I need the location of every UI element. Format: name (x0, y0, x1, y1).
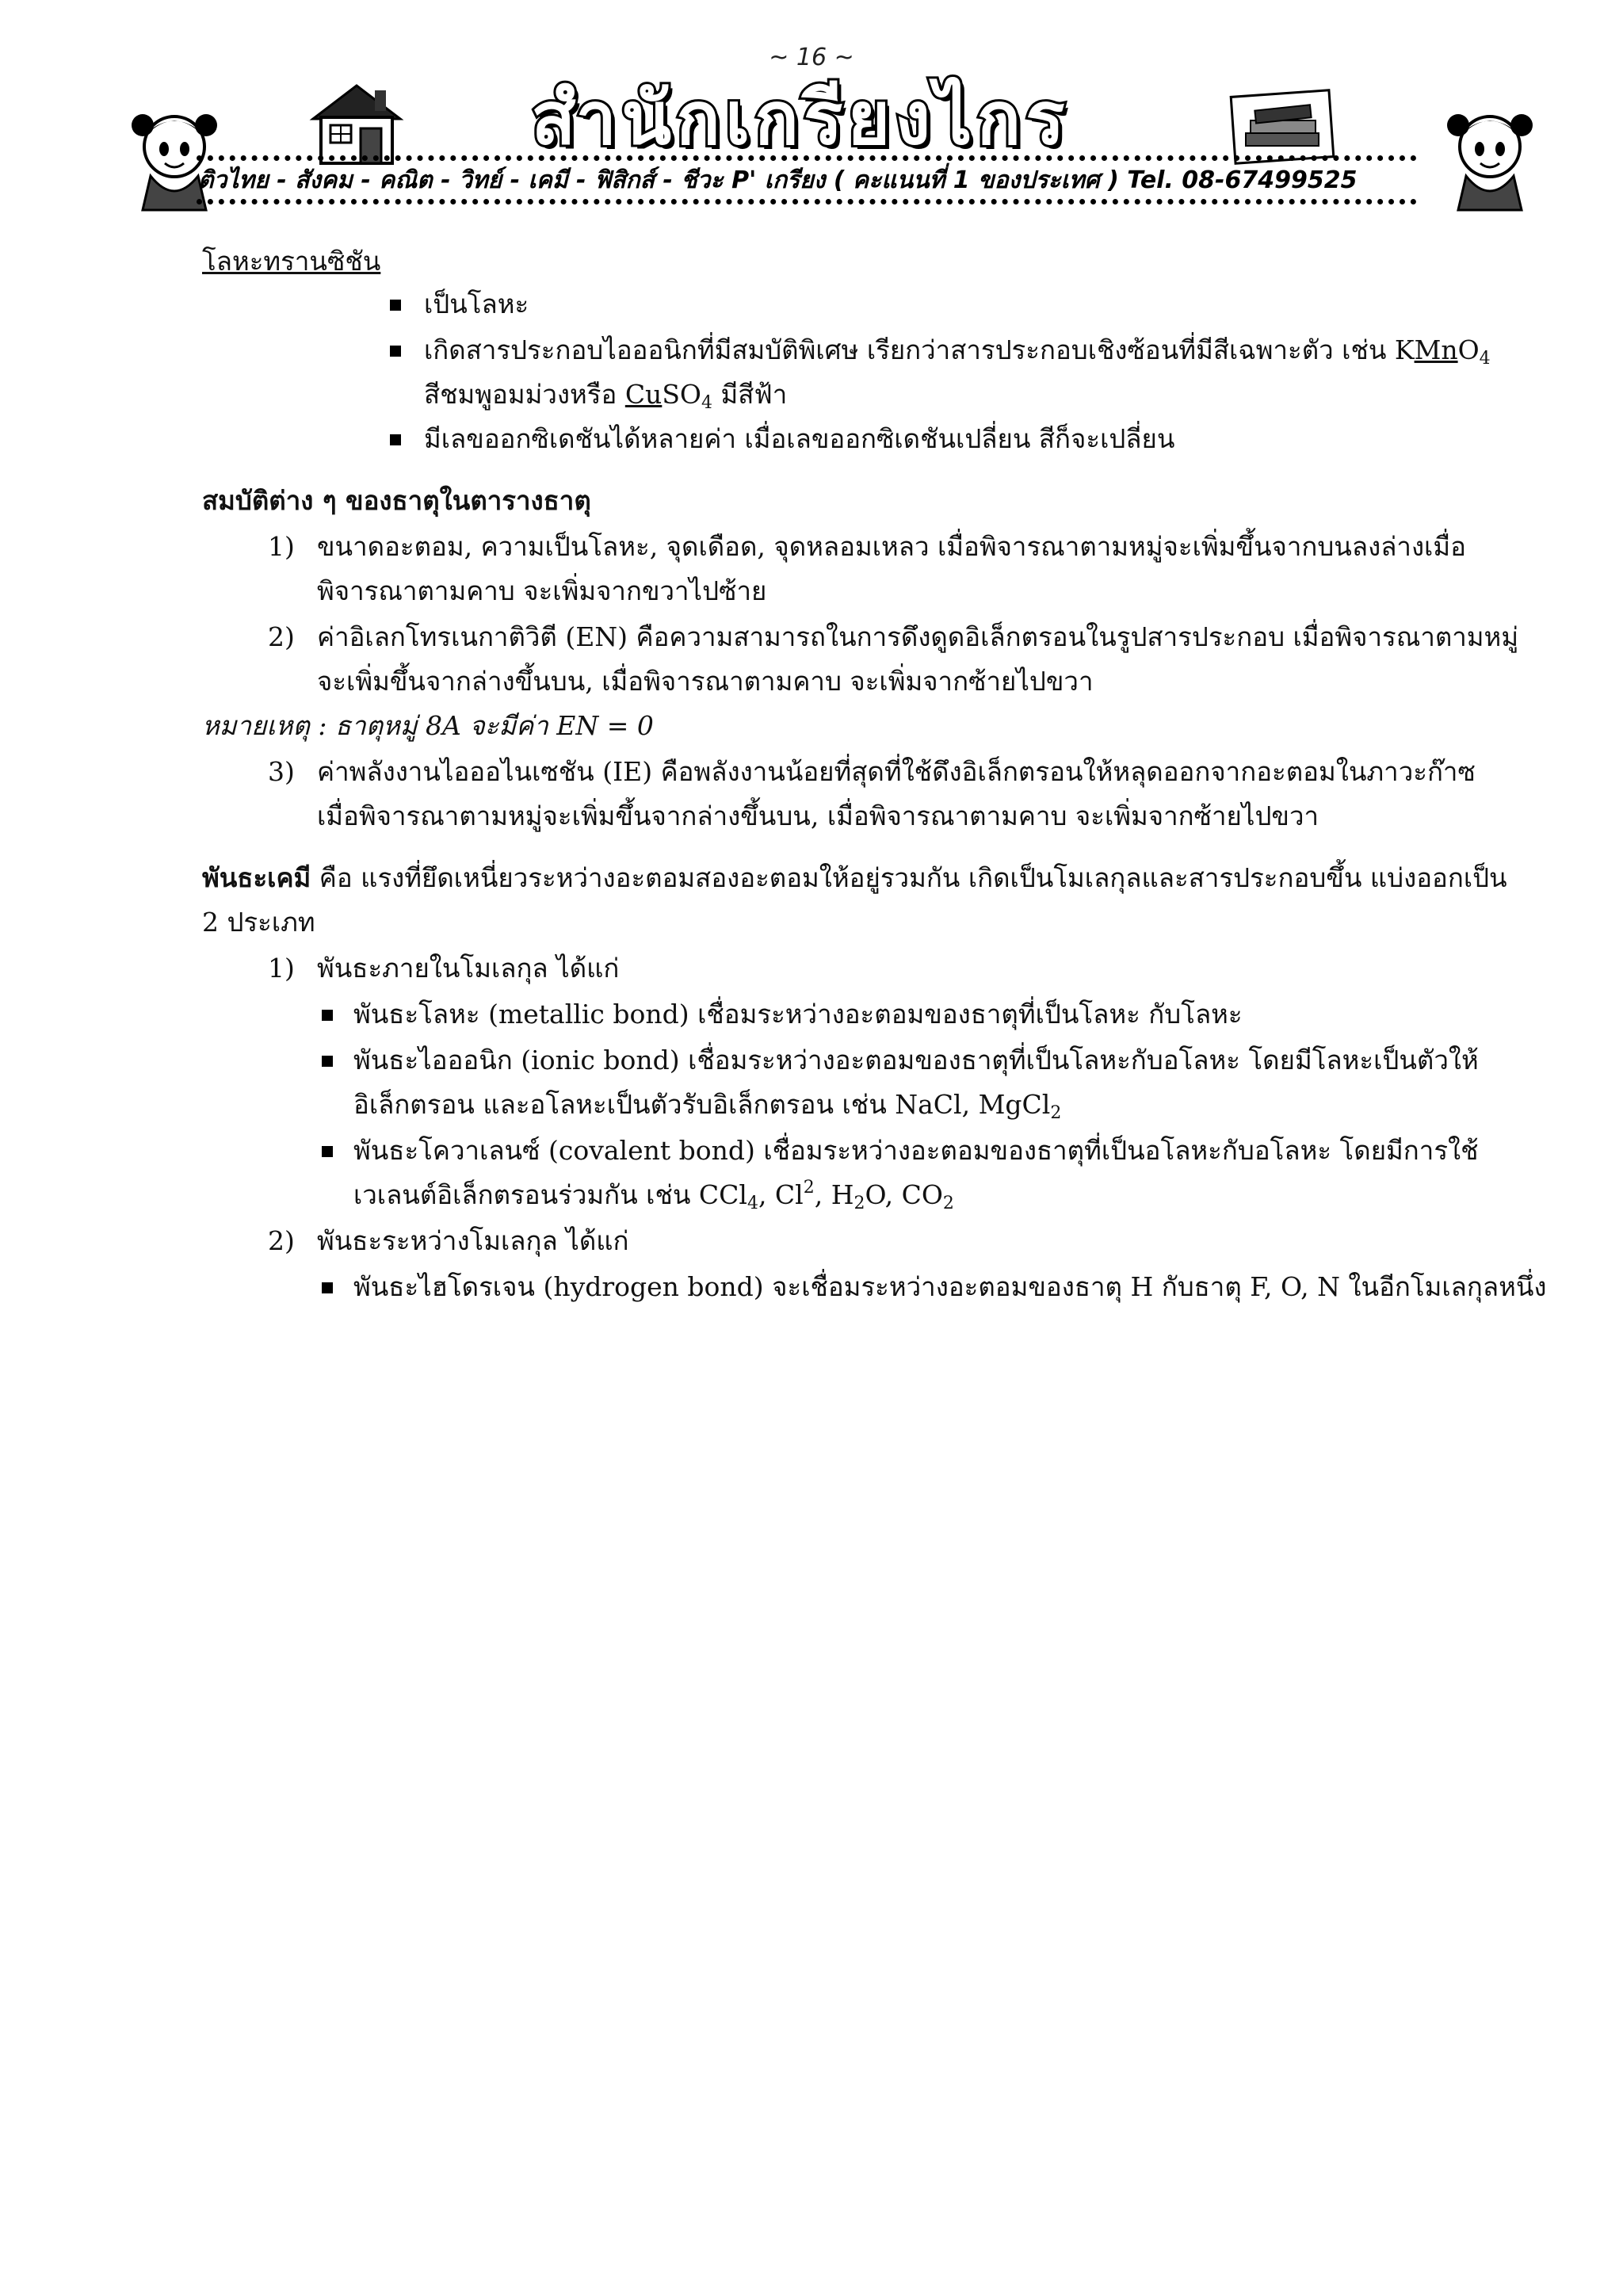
metallic-bond-item: พันธะโลหะ (metallic bond) เชื่อมระหว่างอะตอมของธาตุที่เป็นโลหะ กับโลหะ (353, 999, 1243, 1030)
list-number: 1) (268, 531, 295, 562)
list-number: 2) (268, 621, 295, 652)
property-3-line-1: ค่าพลังงานไอออไนเซชัน (IE) คือพลังงานน้อยที่สุดที่ใช้ดึงอิเล็กตรอนให้หลุดออกจากอะตอมในภาวะก๊าซ (317, 756, 1476, 787)
bullet-icon (322, 1282, 333, 1293)
bullet-icon (322, 1056, 333, 1067)
mascot-right-icon (1434, 103, 1545, 214)
covalent-bond-line-2: เวเลนต์อิเล็กตรอนร่วมกัน เช่น CCl$_4$, Cl$^2$, $H_2O$, $CO_2$ (353, 1178, 954, 1213)
bullet-icon (390, 300, 401, 311)
ionic-bond-line-1: พันธะไอออนิก (ionic bond) เชื่อมระหว่างอะตอมของธาตุที่เป็นโลหะกับอโลหะ โดยมีโลหะเป็นตัวให้ (353, 1045, 1479, 1075)
house-logo-icon (305, 79, 408, 166)
books-logo-icon (1227, 86, 1338, 165)
ionic-bond-line-2: อิเล็กตรอน และอโลหะเป็นตัวรับอิเล็กตรอน เช่น NaCl, MgCl$_2$ (353, 1089, 1062, 1123)
section-heading-transition: โลหะทรานซิชัน (202, 246, 381, 277)
transition-bullet-2-line-1: เกิดสารประกอบไอออนิกที่มีสมบัติพิเศษ เรียกว่าสารประกอบเชิงซ้อนที่มีสีเฉพาะตัว เช่น KMnO$_4$ (424, 334, 1491, 369)
bonds-intro-line-1: พันธะเคมี คือ แรงที่ยึดเหนี่ยวระหว่างอะตอมสองอะตอมให้อยู่รวมกัน เกิดเป็นโมเลกุลและสารประกอบขึ้น แบ่งออกเป็น (202, 862, 1507, 893)
list-number: 3) (268, 756, 295, 787)
transition-bullet-1: เป็นโลหะ (424, 288, 529, 319)
hydrogen-bond-item: พันธะไฮโดรเจน (hydrogen bond) จะเชื่อมระหว่างอะตอมของธาตุ H กับธาตุ F, O, N ในอีกโมเลกุลหนึ่ง (353, 1271, 1547, 1302)
bullet-icon (322, 1010, 333, 1021)
bullet-icon (390, 434, 401, 445)
intermolecular-heading: พันธะระหว่างโมเลกุล ได้แก่ (317, 1225, 629, 1256)
page-number: ~ 16 ~ (769, 44, 854, 71)
property-2-line-1: ค่าอิเลกโทรเนกาติวิตี (EN) คือความสามารถในการดึงดูดอิเล็กตรอนในรูปสารประกอบ เมื่อพิจารณาตามหมู่ (317, 621, 1519, 652)
bullet-icon (390, 346, 401, 357)
transition-bullet-2-line-2: สีชมพูอมม่วงหรือ CuSO$_4$ มีสีฟ้า (424, 379, 788, 413)
list-number: 2) (268, 1225, 295, 1256)
section-heading-properties: สมบัติต่าง ๆ ของธาตุในตารางธาตุ (202, 485, 591, 516)
bonds-intro-line-2: 2 ประเภท (202, 907, 315, 938)
property-3-line-2: เมื่อพิจารณาตามหมู่จะเพิ่มขึ้นจากล่างขึ้นบน, เมื่อพิจารณาตามคาบ จะเพิ่มจากซ้ายไปขวา (317, 800, 1319, 831)
note-text: หมายเหตุ : ธาตุหมู่ 8A จะมีค่า EN = 0 (202, 710, 654, 741)
bonds-term: พันธะเคมี (202, 862, 311, 893)
intramolecular-heading: พันธะภายในโมเลกุล ได้แก่ (317, 953, 620, 984)
contact-line: ติวไทย - สังคม - คณิต - วิทย์ - เคมี - ฟิสิกส์ - ชีวะ P' เกรียง ( คะแนนที่ 1 ของประเทศ ) Tel. 08-67499525 (198, 166, 1358, 194)
covalent-bond-line-1: พันธะโควาเลนซ์ (covalent bond) เชื่อมระหว่างอะตอมของธาตุที่เป็นอโลหะกับอโลหะ โดยมีการใช้ (353, 1135, 1479, 1166)
property-1-line-2: พิจารณาตามคาบ จะเพิ่มจากขวาไปซ้าย (317, 575, 767, 606)
property-1-line-1: ขนาดอะตอม, ความเป็นโลหะ, จุดเดือด, จุดหลอมเหลว เมื่อพิจารณาตามหมู่จะเพิ่มขึ้นจากบนลงล่างเมื่อ (317, 531, 1466, 562)
transition-bullet-3: มีเลขออกซิเดชันได้หลายค่า เมื่อเลขออกซิเดชันเปลี่ยน สีก็จะเปลี่ยน (424, 423, 1175, 454)
property-2-line-2: จะเพิ่มขึ้นจากล่างขึ้นบน, เมื่อพิจารณาตามคาบ จะเพิ่มจากซ้ายไปขวา (317, 666, 1094, 697)
bullet-icon (322, 1146, 333, 1157)
list-number: 1) (268, 953, 295, 984)
brand-title: สำนักเกรียงไกร (531, 76, 1070, 161)
